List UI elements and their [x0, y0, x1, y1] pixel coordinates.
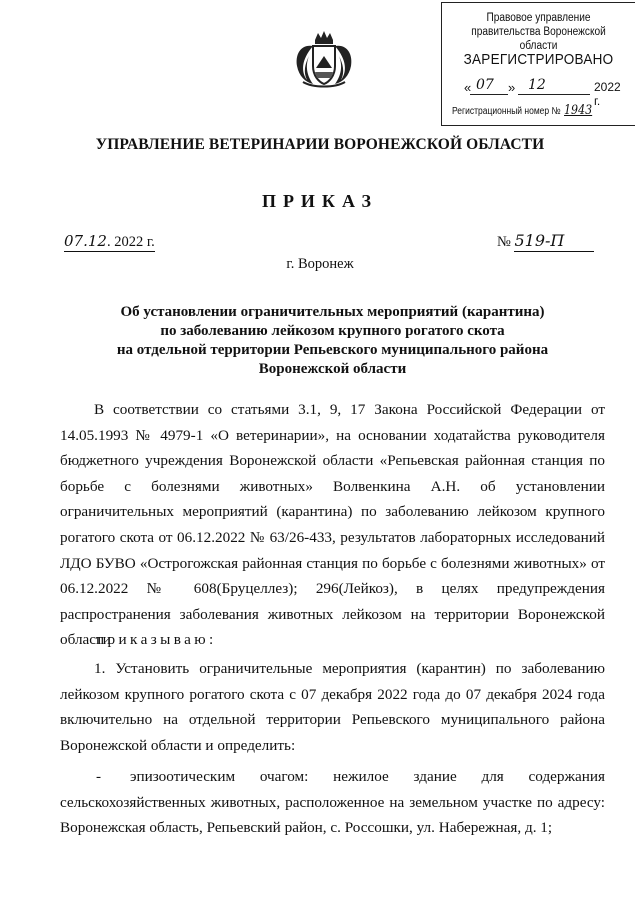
order-word: приказываю:: [96, 631, 217, 648]
item-1-subitem: [60, 764, 605, 841]
preamble-paragraph: В соответствии со статьями 3.1, 9, 17 Закона Российской Федерации от 14.05.1993 № 4979-1 «О ветеринарии», на основании ходатайства руководителя бюджетного учреждения Воронежской области «Репьевская районная станция по борьбе с болезнями животных» Волвенкина А.Н. об установлении ограничительных мероприятий (карантина) по заболеванию лейкозом крупного рогатого скота от 06.12.2022 № 63/26-433, результатов лабораторных исследований ЛДО БУВО «Острогожская районная станция по борьбе с болезнями животных» от 06.12.2022 № 608(Бруцеллез); 296(Лейкоз), в целях предупреждения распространения заболевания животных лейкозом на территории Воронежской области: [60, 401, 605, 649]
voronezh-coat-of-arms-icon: [293, 30, 355, 88]
list-dash: -: [96, 768, 102, 785]
stamp-reg-number-label: Регистрационный номер №: [452, 106, 561, 117]
stamp-year: 2022 г.: [594, 80, 621, 108]
stamp-date: « 07 » 12 2022 г.: [458, 77, 628, 97]
order-date-handwritten: 07.12: [64, 232, 107, 250]
order-date: [64, 232, 155, 251]
stamp-status: ЗАРЕГИСТРИРОВАНО: [463, 51, 614, 68]
item-1-subitem-text: эпизоотическим очагом: нежилое здание для содержания сельскохозяйственных животных, расположенное на земельном участке по адресу: Воронежская область, Репьевский район, с. Россошки, ул. Набережная, д. 1;: [60, 768, 605, 837]
item-1-paragraph: 1. Установить ограничительные мероприятия (карантин) по заболеванию лейкозом крупного рогатого скота с 07 декабря 2022 года до 07 декабря 2024 года включительно на отдельной территории Репьевского муниципального района Воронежской области и определить:: [60, 660, 605, 754]
subject-line: на отдельной территории Репьевского муниципального района: [116, 342, 549, 358]
city: г. Воронеж: [286, 256, 354, 272]
order-number: [497, 231, 594, 252]
order-number-prefix: №: [497, 234, 511, 250]
order-subject: [60, 303, 605, 379]
subject-line: по заболеванию лейкозом крупного рогатого скота: [160, 323, 505, 339]
order-date-suffix: . 2022 г.: [106, 234, 155, 250]
organization-name: УПРАВЛЕНИЕ ВЕТЕРИНАРИИ ВОРОНЕЖСКОЙ ОБЛАСТИ: [95, 136, 545, 153]
stamp-reg-number: [452, 103, 592, 118]
order-number-handwritten: 519-П: [514, 231, 565, 250]
stamp-reg-number-value: 1943: [564, 103, 593, 118]
stamp-day: 07: [476, 77, 494, 93]
stamp-month: 12: [528, 77, 546, 93]
stamp-authority: Правовое управление правительства Воронежской области: [471, 12, 606, 52]
subject-line: Об установлении ограничительных мероприятий (карантина): [120, 304, 545, 320]
registration-stamp: [441, 2, 635, 126]
document-type: ПРИКАЗ: [261, 191, 379, 211]
subject-line: Воронежской области: [258, 361, 407, 377]
